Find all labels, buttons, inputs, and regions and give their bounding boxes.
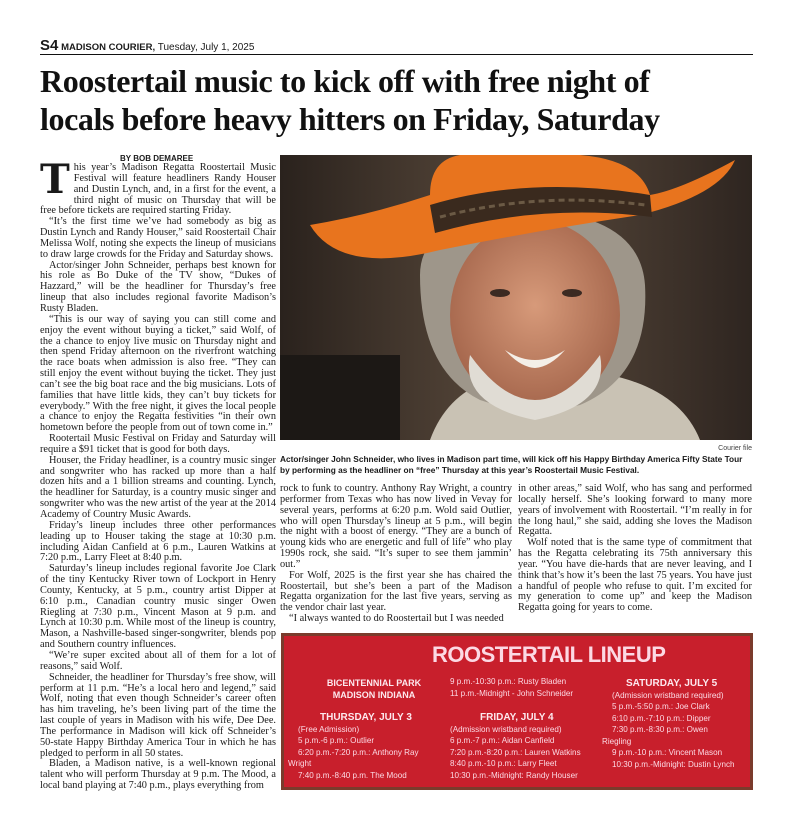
thursday-schedule-continued [450, 676, 573, 699]
schedule-item: 9 p.m.-10 p.m.: Vincent Mason [612, 748, 723, 757]
paragraph: For Wolf, 2025 is the first year she has chaired the Roostertail, but she’s been a part of the Madison Regatta organization for the last five years, serving as the vendor chair last year. [280, 569, 512, 614]
schedule-item: 11 p.m.-Midnight - John Schneider [450, 688, 574, 698]
schedule-item: 6 p.m.-7 p.m.: Aidan Canfield [450, 736, 555, 745]
schedule-item: 5 p.m.-6 p.m.: Outlier [298, 736, 375, 745]
lineup-box [281, 633, 753, 790]
schedule-item: 6:20 p.m.-7:20 p.m.: Anthony Ray [298, 747, 419, 757]
paragraph: Rootertail Music Festival on Friday and Saturday will require a $91 ticket that is good for both days. [40, 433, 276, 455]
schedule-item: 7:40 p.m.-8:40 p.m. The Mood [298, 770, 407, 780]
paragraph: Saturday’s lineup includes regional favorite Joe Clark of the tiny Kentucky River town of Lockport in Henry County, Kentucky, at 5 p.m., country artist Dipper at 6:10 p.m., Canadian country music singer Owen Riegling at 7:30 p.m., Vincent Mason at 9 p.m. and Lynch at 10:30 p.m. While most of the lineup is country, Mason, a Nashville-based singer-songwriter, blends pop and Southern country influences. [40, 563, 276, 651]
page-header [40, 37, 753, 55]
schedule-item: 7:30 p.m.-8:30 p.m.: Owen [612, 725, 708, 734]
article-column-2 [280, 484, 512, 625]
paragraph: Wolf noted that is the same type of commitment that has the Regatta celebrating its 75th anniversary this year. “You have die-hards that are never leaving, and I think that’s how it’s been the last 75 years. You have just a handful of people who refuse to quit. I’m excited for my generation to come up” and keep the Madison Regatta going for years to come. [518, 537, 752, 614]
paragraph: “It’s the first time we’ve had somebody as big as Dustin Lynch and Randy Houser,” said Roostertail Chair Melissa Wolf, noting she expects the lineup of musicians to draw large crowds for the Friday and Saturday shows. [40, 216, 276, 260]
paragraph: Bladen, a Madison native, is a well-known regional talent who will perform Thursday at 9 p.m. The Mood, a local band playing at 7:40 p.m., plays everything from [40, 758, 276, 792]
article-column-3 [518, 484, 752, 614]
paragraph: rock to funk to country. Anthony Ray Wright, a country performer from Texas who has now lived in Vevay for several years, performs at 6:20 p.m. Wold said Outlier, who will open Thursday’s lineup at 5 p.m., will begin the night with a boost of energy. “They are a bunch of young kids who are energetic and full of life” who play 1990s rock, she said. “It’s super to see them jammin’ out.” [280, 483, 512, 570]
schedule-item: Wright [288, 759, 312, 768]
paragraph: “I always wanted to do Roostertail but I was needed [289, 613, 504, 625]
paragraph: “We’re super excited about all of them for a lot of reasons,” said Wolf. [40, 649, 276, 672]
page-number: S4 [40, 37, 59, 54]
headline [40, 62, 753, 138]
schedule-item: 8:40 p.m.-10 p.m.: Larry Fleet [450, 759, 557, 768]
paragraph: Actor/singer John Schneider, perhaps best known for his role as Bo Duke of the TV show, “Dukes of Hazzard,” will be the headliner for Thursday’s free lineup that also includes regional favorite Madison’s Rusty Bladen. [40, 259, 276, 314]
paragraph: “This is our way of saying you can still come and enjoy the event without buying a ticket,” said Wolf, of the a chance to enjoy live music on Thursday night and then spend Friday afternoon on the riverfront watching the race boats when admission is also free. “They can still enjoy the event without buying the ticket. They just can’t see the big boat race and the big musicians. Lots of families that have little kids, they can’t buy tickets for everybody.” With the free night, it gives the local people a chance to enjoy the Regatta festivities “in their own hometown before the people from out of town come in.” [40, 313, 276, 434]
headline-line-2: locals before heavy hitters on Friday, Saturday [40, 101, 660, 137]
photo-image [280, 155, 752, 440]
schedule-item: 10:30 p.m.-Midnight: Dustin Lynch [612, 759, 735, 769]
paragraph: Friday’s lineup includes three other performances leading up to Houser taking the stage at 10:30 p.m. including Aidan Canfield at 6 p.m., Lauren Watkins at 7:20 p.m., Larry Fleet at 8:40 p.m. [40, 519, 276, 564]
schedule-item: 5 p.m.-5:50 p.m.: Joe Clark [612, 702, 710, 711]
schedule-item: Riegling [602, 736, 632, 746]
schedule-item: 9 p.m.-10:30 p.m.: Rusty Bladen [450, 677, 567, 686]
photo-caption: Actor/singer John Schneider, who lives in Madison part time, will kick off his Happy Birthday America Fifty State Tour by performing as the headliner on “free” Thursday at this year’s Roostertail Music Festival. [280, 454, 743, 475]
publication-name: MADISON COURIER, [61, 42, 156, 53]
paragraph: in other areas,” said Wolf, who has sang and performed locally herself. She’s looking forward to many more years of involvement with Roostertail. “I’m really in for the long haul,” she said, adding she loves the Madison Regatta. [518, 483, 752, 538]
photo-john-schneider [280, 155, 752, 440]
paragraph: Schneider, the headliner for Thursday’s free show, will perform at 11 p.m. “He’s a local hero and legend,” said Wolf, noting that even though Schneider’s career often has him traveling, he’s been living part of the time the last couple of years in Madison with his wife, Dee Dee. The performance in Madison will kick off Schneider’s 50-state Happy Birthday America Tour in which he has pledged to perform in all 50 states. [40, 671, 276, 759]
schedule-item: 7:20 p.m.-8:20 p.m.: Lauren Watkins [450, 747, 581, 757]
lineup-title: ROOSTERTAIL LINEUP [432, 642, 666, 667]
byline: BY BOB DEMAREE [120, 154, 194, 163]
photo-credit: Courier file [718, 445, 752, 452]
thursday-schedule: THURSDAY, JULY 3 (Free Admission) 5 p.m.-6 p.m.: Outlier 6:20 p.m.-7:20 p.m.: Anthony Ray Wright 7:40 p.m.-8:40 p.m. The Mood [288, 712, 419, 780]
headline-line-1: Roostertail music to kick off with free night of [40, 63, 650, 99]
paragraph: Houser, the Friday headliner, is a country music singer and songwriter who has racked up more than a half dozen hits and a 1 billion streams and counting. Lynch, the headliner for Saturday, is a country music singer and songwriter who was the new artist of the year at the 2014 Academy of Country Music Awards. [40, 454, 276, 520]
issue-date: Tuesday, July 1, 2025 [157, 42, 255, 53]
venue: BICENTENNIAL PARK MADISON INDIANA [326, 678, 422, 700]
friday-schedule: FRIDAY, JULY 4 (Admission wristband required) 6 p.m.-7 p.m.: Aidan Canfield 7:20 p.m.-8:20 p.m.: Lauren Watkins 8:40 p.m.-10 p.m.: Larry Fleet 10:30 p.m.-Midnight: Randy Houser [450, 712, 581, 780]
saturday-schedule: SATURDAY, JULY 5 (Admission wristband required) 5 p.m.-5:50 p.m.: Joe Clark 6:10 p.m.-7:10 p.m.: Dipper 7:30 p.m.-8:30 p.m.: Owen Riegling 9 p.m.-10 p.m.: Vincent Mason 10:30 p.m.-Midnight: Dustin Lynch [602, 678, 735, 769]
schedule-item: 10:30 p.m.-Midnight: Randy Houser [450, 770, 578, 780]
paragraph: This year’s Madison Regatta Roostertail Music Festival will feature headliners Randy Houser and Dustin Lynch, and, in a first for the event, a third night of music on Thursday that will be free before tickets are required starting Friday. [40, 156, 276, 217]
schedule-item: 6:10 p.m.-7:10 p.m.: Dipper [612, 713, 711, 723]
drop-cap: T [40, 156, 70, 203]
